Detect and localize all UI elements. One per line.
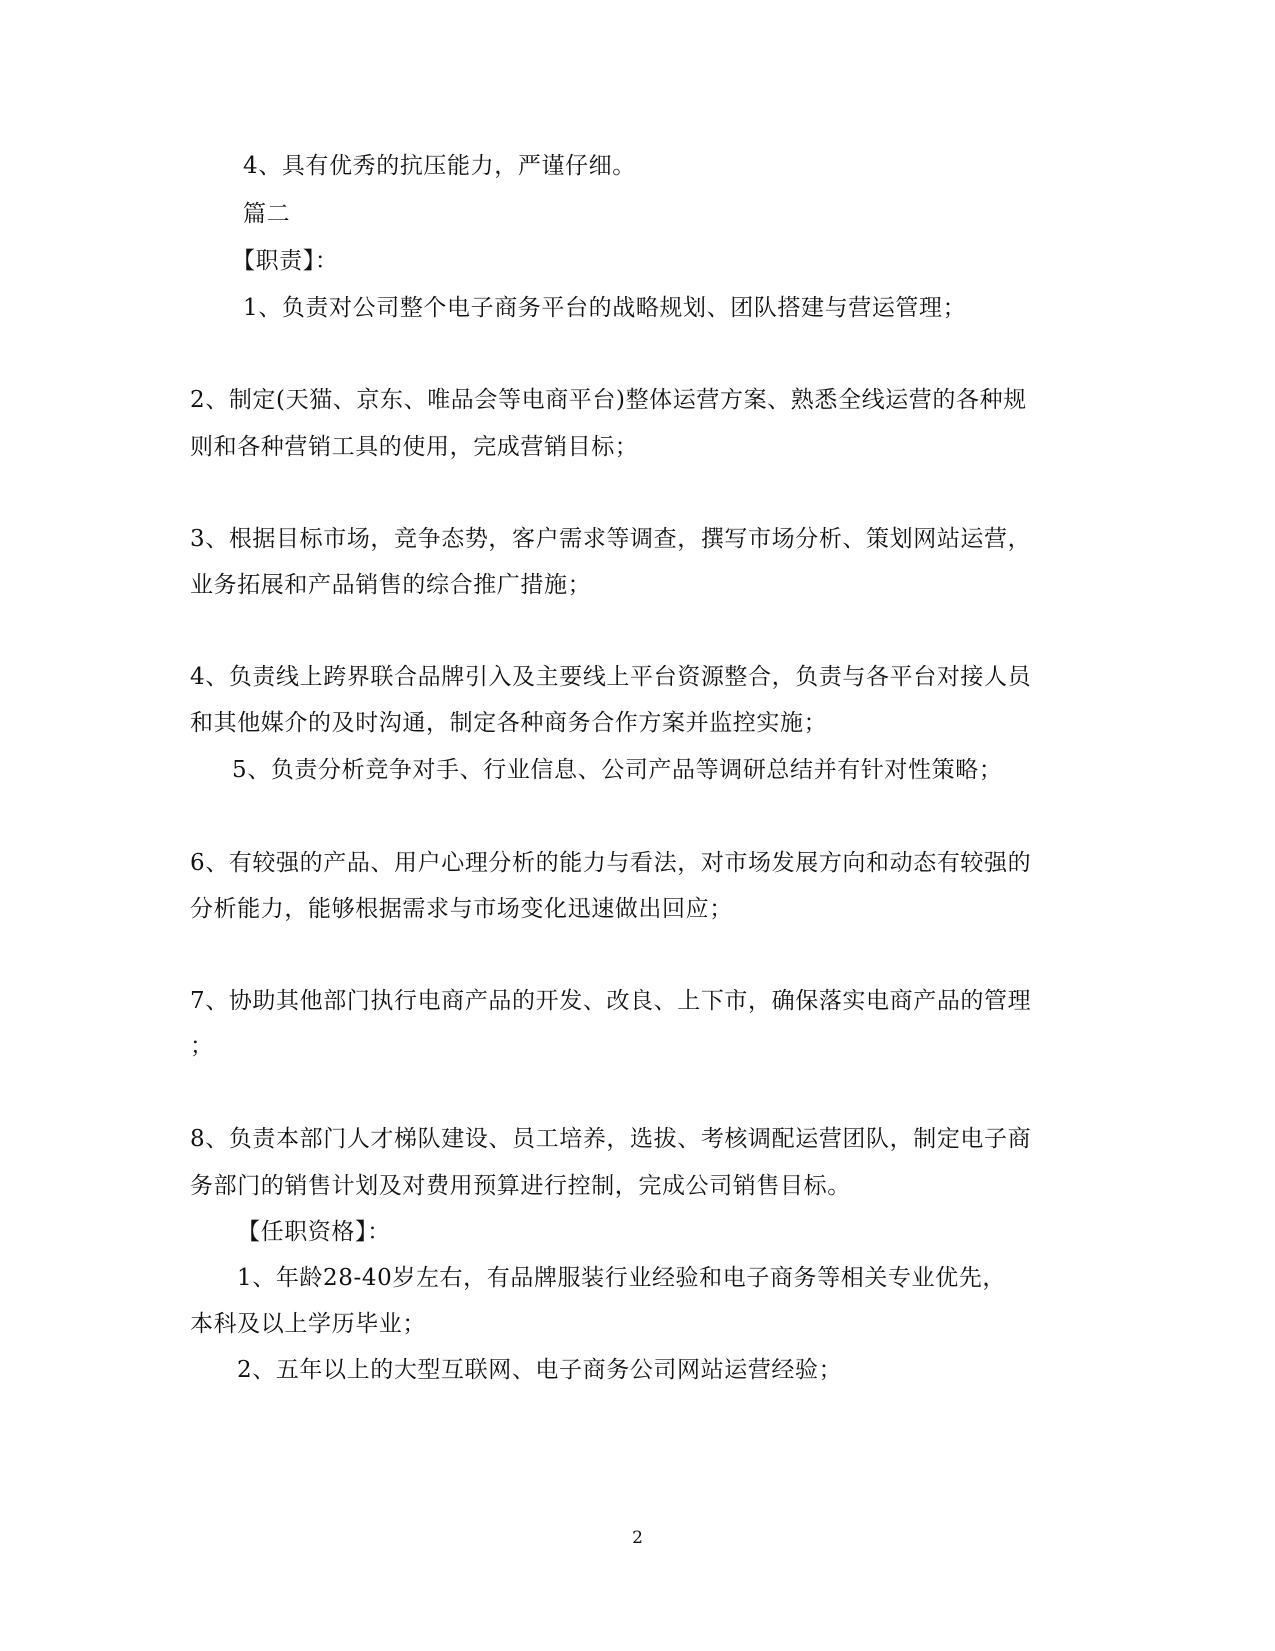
section-heading: 篇二 (243, 201, 291, 227)
text-line-15: ； (190, 1033, 214, 1059)
page-number: 2 (632, 1528, 643, 1548)
text-line-7: 3、根据目标市场，竞争态势，客户需求等调查，撰写市场分析、策划网站运营， (190, 526, 1032, 552)
text-line-4: 1、负责对公司整个电子商务平台的战略规划、团队搭建与营运管理； (243, 295, 967, 321)
text-line-6: 则和各种营销工具的使用，完成营销目标； (190, 434, 639, 460)
text-line-20: 本科及以上学历毕业； (190, 1311, 426, 1337)
text-line-14: 7、协助其他部门执行电商产品的开发、改良、上下市，确保落实电商产品的管理 (190, 988, 1032, 1014)
text-line-21: 2、五年以上的大型互联网、电子商务公司网站运营经验； (237, 1357, 843, 1383)
text-line-8: 业务拓展和产品销售的综合推广措施； (190, 572, 592, 598)
text-line-16: 8、负责本部门人才梯队建设、员工培养，选拔、考核调配运营团队，制定电子商 (190, 1126, 1032, 1152)
text-line-11: 5、负责分析竞争对手、行业信息、公司产品等调研总结并有针对性策略； (232, 757, 1003, 783)
text-line-5: 2、制定(天猫、京东、唯品会等电商平台)整体运营方案、熟悉全线运营的各种规 (190, 387, 1027, 413)
text-line-9: 4、负责线上跨界联合品牌引入及主要线上平台资源整合，负责与各平台对接人员 (190, 664, 1032, 690)
text-line-12: 6、有较强的产品、用户心理分析的能力与看法，对市场发展方向和动态有较强的 (190, 850, 1032, 876)
text-line-10: 和其他媒介的及时沟通，制定各种商务合作方案并监控实施； (190, 710, 828, 736)
text-line-13: 分析能力，能够根据需求与市场变化迅速做出回应； (190, 896, 733, 922)
text-line-19: 1、年龄28-40岁左右，有品牌服装行业经验和电子商务等相关专业优先， (237, 1265, 1006, 1291)
text-line-17: 务部门的销售计划及对费用预算进行控制，完成公司销售目标。 (190, 1173, 851, 1199)
text-line-1: 4、具有优秀的抗压能力，严谨仔细。 (243, 153, 636, 179)
qualifications-heading: 【任职资格】： (237, 1219, 391, 1245)
duties-heading: 【职责】： (232, 248, 339, 274)
